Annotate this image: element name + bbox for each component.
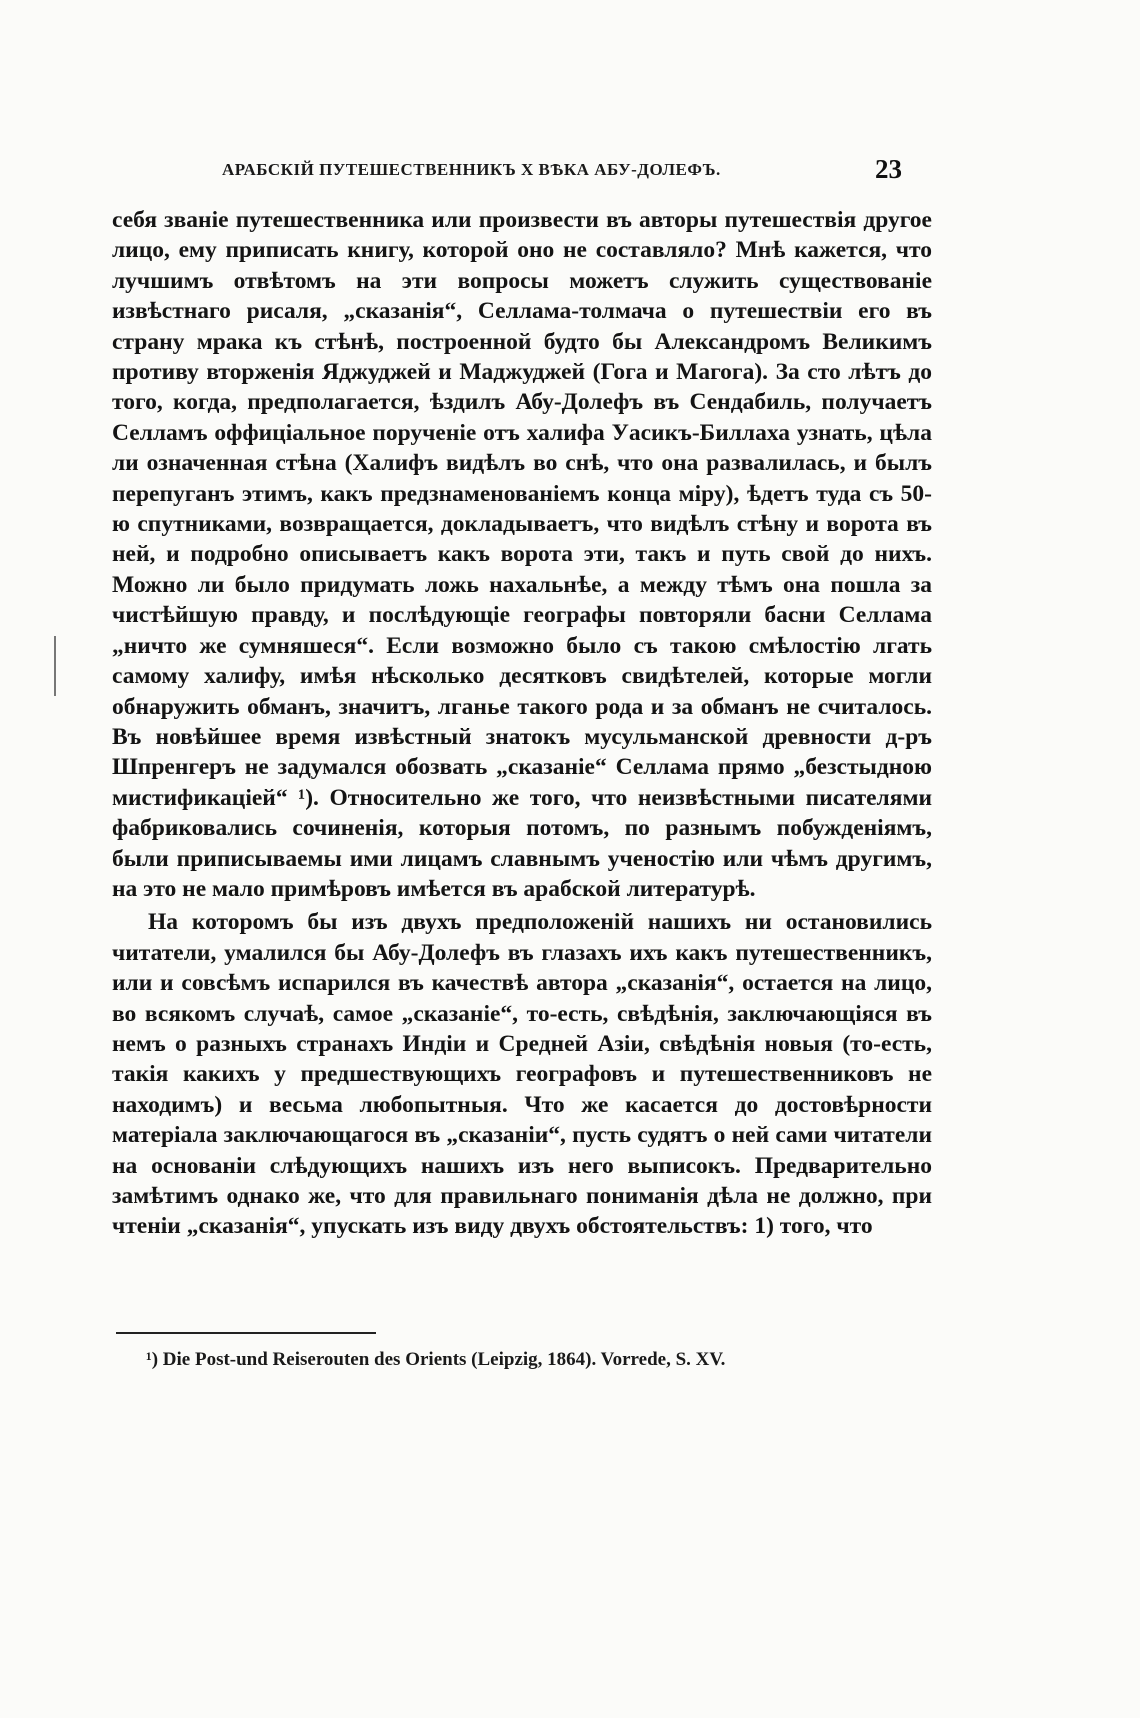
footnote-rule (116, 1332, 376, 1334)
body-text (112, 205, 932, 1242)
page-number: 23 (875, 154, 902, 184)
margin-mark (54, 636, 56, 696)
paragraph-2: На которомъ бы изъ двухъ предположеній нашихъ ни остановились читатели, умалился бы Абу-Долефъ въ глазахъ ихъ какъ путешественникъ, или и совсѣмъ испарился въ качествѣ автора „сказанія“, остается на лицо, во всякомъ случаѣ, самое „сказаніе“, то-есть, свѣдѣнія, заключающіяся въ немъ о разныхъ странахъ Индіи и Средней Азіи, свѣдѣнія новыя (то-есть, такія какихъ у предшествующихъ географовъ и путешественниковъ не находимъ) и весьма любопытныя. Что же касается до достовѣрности матеріала заключающагося въ „сказаніи“, пусть судятъ о ней сами читатели на основаніи слѣдующихъ нашихъ изъ него выписокъ. Предварительно замѣтимъ однако же, что для правильнаго пониманія дѣла не должно, при чтеніи „сказанія“, упускать изъ виду двухъ обстоятельствъ: 1) того, что (112, 909, 932, 1240)
footnote: ¹) Die Post-und Reiserouten des Orients (Leipzig, 1864). Vorrede, S. XV. (146, 1349, 726, 1370)
paragraph-1: себя званіе путешественника или произвести въ авторы путешествія другое лицо, ему приписать книгу, которой оно не составляло? Мнѣ кажется, что лучшимъ отвѣтомъ на эти вопросы можетъ служить существованіе извѣстнаго рисаля, „сказанія“, Селлама-толмача о путешествіи его въ страну мрака къ стѣнѣ, построенной будто бы Александромъ Великимъ противу вторженія Яджуджей и Маджуджей (Гога и Магога). За сто лѣтъ до того, когда, предполагается, ѣздилъ Абу-Долефъ въ Сендабиль, получаетъ Селламъ оффиціальное порученіе отъ халифа Уасикъ-Биллаха узнать, цѣла ли означенная стѣна (Халифъ видѣлъ во снѣ, что она развалилась, и былъ перепуганъ этимъ, какъ предзнаменованіемъ конца міру), ѣдетъ туда съ 50-ю спутниками, возвращается, докладываетъ, что видѣлъ стѣну и ворота въ ней, и подробно описываетъ какъ ворота эти, такъ и путь свой до нихъ. Можно ли было придумать ложь нахальнѣе, а между тѣмъ она пошла за чистѣйшую правду, и послѣдующіе географы повторяли басни Селлама „ничто же сумняшеся“. Если возможно было съ такою смѣлостію лгать самому халифу, имѣя нѣсколько десятковъ свидѣтелей, которые могли обнаружить обманъ, значитъ, лганье такого рода и за обманъ не считалось. Въ новѣйшее время извѣстный знатокъ мусульманской древности д-ръ Шпренгеръ не задумался обозвать „сказаніе“ Селлама прямо „безстыдною мистификаціей“ ¹). Относительно же того, что неизвѣстными писателями фабриковались сочиненія, которыя потомъ, по разнымъ побужденіямъ, были приписываемы ими лицамъ славнымъ ученостію или чѣмъ другимъ, на это не мало примѣровъ имѣется въ арабской литературѣ. (112, 207, 932, 902)
running-head: АРАБСКІЙ ПУТЕШЕСТВЕННИКЪ X ВѢКА АБУ-ДОЛЕФЪ. (222, 160, 721, 179)
page-header (222, 154, 902, 188)
